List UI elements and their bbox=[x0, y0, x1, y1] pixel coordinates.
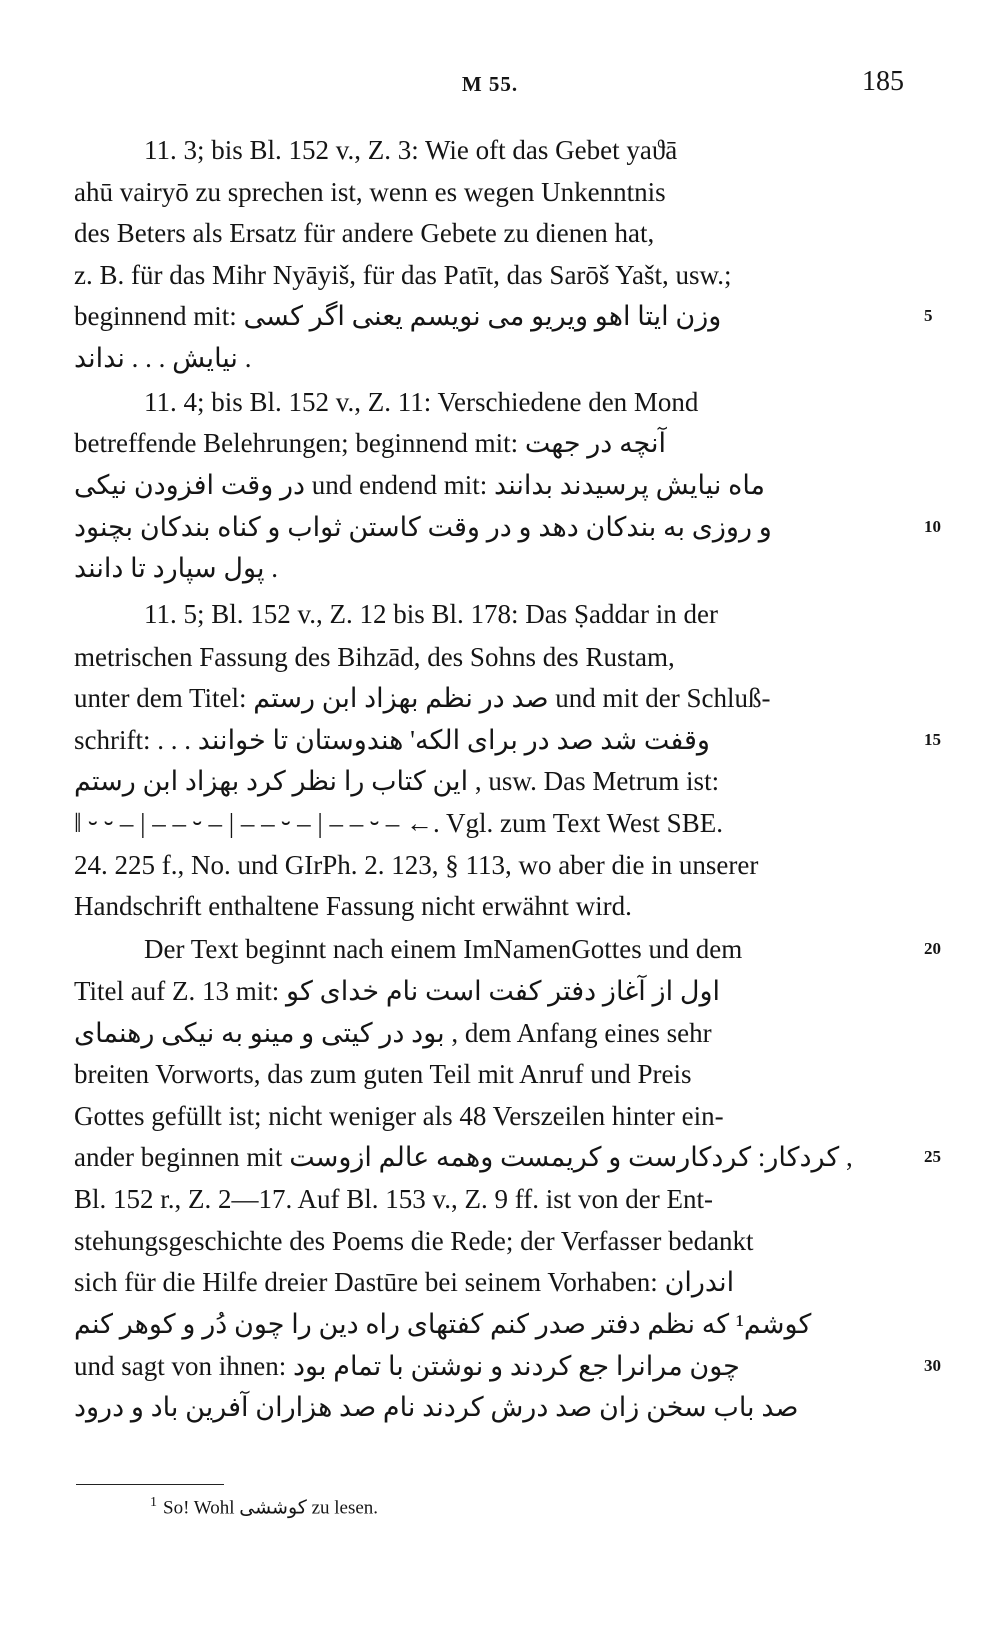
page-header bbox=[76, 66, 904, 106]
text-line: ‖ ⏑ ⏑ – | – – ⏑ – | – – ⏑ – | – – ⏑ – ←. Vgl. zum Text West SBE. bbox=[74, 808, 723, 838]
text-line: Titel auf Z. 13 mit: اول از آغاز دفتر کفت است نام خدای کو bbox=[74, 976, 720, 1006]
line-number: 30 bbox=[924, 1356, 941, 1375]
text-line: unter dem Titel: صد در نظم بهزاد ابن رستم und mit der Schluß- bbox=[74, 683, 771, 713]
text-line: z. B. für das Mihr Nyāyiš, für das Patīt, das Sarōš Yašt, usw.; bbox=[74, 260, 732, 290]
text-line: betreffende Belehrungen; beginnend mit: آنچه در جهت bbox=[74, 428, 666, 458]
text-line: Der Text beginnt nach einem ImNamenGottes und dem bbox=[144, 934, 743, 964]
line-number: 10 bbox=[924, 517, 941, 536]
text-line: پول سپارد تا دانند . bbox=[74, 553, 278, 583]
signature-mark: M 55. bbox=[461, 72, 519, 96]
line-number: 25 bbox=[924, 1147, 941, 1166]
line-number: 15 bbox=[924, 730, 941, 749]
text-line: schrift: . . . وقفت شد صد در برای الکه' هندوستان تا خوانند bbox=[74, 725, 710, 755]
text-line: ander beginnen mit کردکار: کردکارست و کریمست وهمه عالم ازوست , bbox=[74, 1142, 853, 1172]
text-line: در وقت افزودن نیکی und endend mit: ماه نیایش پرسیدند بدانند bbox=[74, 470, 766, 500]
text-line: Handschrift enthaltene Fassung nicht erwähnt wird. bbox=[74, 891, 632, 921]
text-line: این کتاب را نظر کرد بهزاد ابن رستم , usw. Das Metrum ist: bbox=[74, 766, 720, 796]
text-line: und sagt von ihnen: چون مرانرا جع کردند و نوشتن با تمام بود bbox=[74, 1351, 740, 1381]
footnote-mark: 1 bbox=[150, 1495, 157, 1510]
footnote-rule bbox=[76, 1484, 224, 1485]
text-line: 24. 225 f., No. und GIrPh. 2. 123, § 113, wo aber die in unserer bbox=[74, 850, 759, 880]
line-number: 20 bbox=[924, 939, 941, 958]
footnote bbox=[150, 1488, 378, 1523]
text-line: sich für die Hilfe dreier Dastūre bei seinem Vorhaben: اندران bbox=[74, 1267, 735, 1297]
text-line: کوشم¹ که نظم دفتر صدر کنم کفتهای راه دین را چون دُر و کوهر کنم bbox=[74, 1309, 812, 1339]
line-number: 5 bbox=[924, 306, 933, 325]
text-line: breiten Vorworts, das zum guten Teil mit Anruf und Preis bbox=[74, 1059, 692, 1089]
text-line: beginnend mit: وزن ایتا اهو ویریو می نویسم یعنی اگر کسی bbox=[74, 301, 722, 331]
page-number: 185 bbox=[862, 66, 904, 97]
text-line: نیایش . . . نداند . bbox=[74, 343, 252, 373]
text-line: 11. 4; bis Bl. 152 v., Z. 11: Verschiedene den Mond bbox=[144, 387, 699, 417]
text-line: ahū vairyō zu sprechen ist, wenn es wegen Unkenntnis bbox=[74, 177, 666, 207]
text-line: Bl. 152 r., Z. 2—17. Auf Bl. 153 v., Z. 9 ff. ist von der Ent- bbox=[74, 1184, 713, 1214]
text-line: و روزی به بندکان دهد و در وقت کاستن ثواب و کناه بندکان بچنود bbox=[74, 512, 772, 542]
text-line: صد باب سخن زان صد درش کردند نام صد هزاران آفرین باد و درود bbox=[74, 1392, 799, 1422]
text-line: Gottes gefüllt ist; nicht weniger als 48 Verszeilen hinter ein- bbox=[74, 1101, 724, 1131]
text-line: stehungsgeschichte des Poems die Rede; der Verfasser bedankt bbox=[74, 1226, 754, 1256]
text-line: 11. 3; bis Bl. 152 v., Z. 3: Wie oft das Gebet yaϑā bbox=[144, 135, 678, 165]
footnote-text: So! Wohl کوششی zu lesen. bbox=[163, 1497, 379, 1519]
text-line: 11. 5; Bl. 152 v., Z. 12 bis Bl. 178: Das Ṣaddar in der bbox=[144, 599, 718, 629]
text-line: metrischen Fassung des Bihzād, des Sohns des Rustam, bbox=[74, 642, 675, 672]
text-line: des Beters als Ersatz für andere Gebete zu dienen hat, bbox=[74, 218, 655, 248]
text-line: بود در کیتی و مینو به نیکی رهنمای , dem Anfang eines sehr bbox=[74, 1018, 712, 1048]
